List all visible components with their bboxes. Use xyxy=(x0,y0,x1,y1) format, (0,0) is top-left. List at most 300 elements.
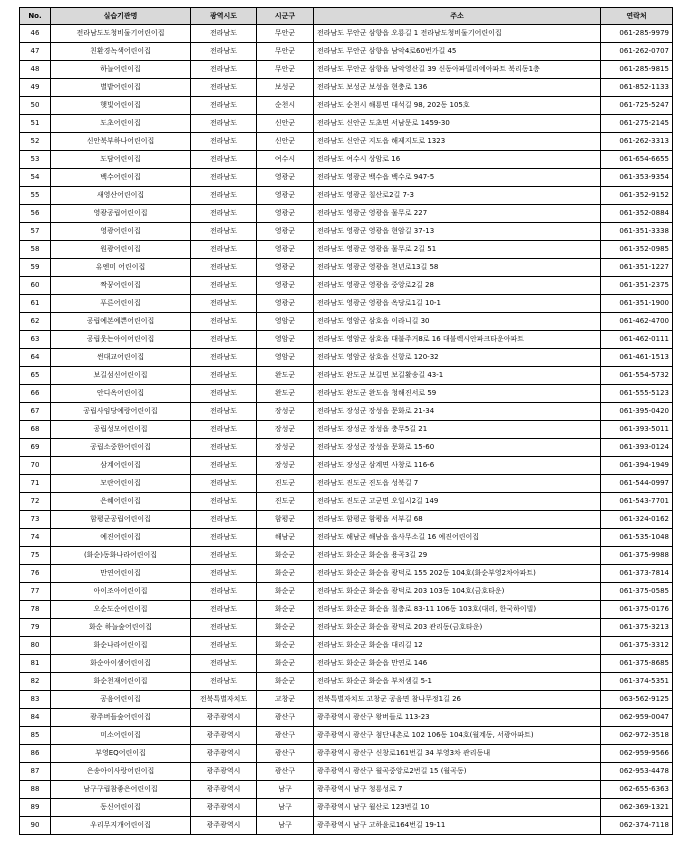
district: 남구 xyxy=(257,817,314,835)
district: 무안군 xyxy=(257,43,314,61)
address: 전라남도 장성군 장성읍 문화로 15-60 xyxy=(314,439,601,457)
district: 진도군 xyxy=(257,493,314,511)
row-no: 52 xyxy=(20,133,51,151)
address: 전라남도 영암군 삼호읍 대불주거8로 16 대불렉시안파크타운아파트 xyxy=(314,331,601,349)
address: 전라남도 영암군 삼호읍 이라니길 30 xyxy=(314,313,601,331)
district: 화순군 xyxy=(257,601,314,619)
province: 전라남도 xyxy=(191,97,257,115)
phone: 061-351-3338 xyxy=(601,223,673,241)
district: 신안군 xyxy=(257,133,314,151)
address: 전라남도 무안군 삼향읍 남악영산길 39 신동아파밀리에아파트 북리동1층 xyxy=(314,61,601,79)
facility-name: 하늘어린이집 xyxy=(51,61,191,79)
phone: 061-393-0124 xyxy=(601,439,673,457)
address: 전라남도 화순군 화순읍 광덕로 155 202동 104호(화순부영2차아파트) xyxy=(314,565,601,583)
phone: 061-352-0884 xyxy=(601,205,673,223)
phone: 061-544-0997 xyxy=(601,475,673,493)
province: 전라남도 xyxy=(191,169,257,187)
address: 전라남도 영암군 삼호읍 신항로 120-32 xyxy=(314,349,601,367)
address: 광주광역시 남구 월산로 123번길 10 xyxy=(314,799,601,817)
district: 영광군 xyxy=(257,205,314,223)
table-row xyxy=(20,475,673,493)
province: 전라남도 xyxy=(191,61,257,79)
table-row xyxy=(20,25,673,43)
row-no: 77 xyxy=(20,583,51,601)
district: 영암군 xyxy=(257,331,314,349)
phone: 061-393-5011 xyxy=(601,421,673,439)
phone: 061-352-9152 xyxy=(601,187,673,205)
district: 여수시 xyxy=(257,151,314,169)
address: 전라남도 함평군 함평읍 서부길 68 xyxy=(314,511,601,529)
facility-name: 모란어린이집 xyxy=(51,475,191,493)
table-row xyxy=(20,799,673,817)
row-no: 46 xyxy=(20,25,51,43)
province: 전라남도 xyxy=(191,25,257,43)
row-no: 71 xyxy=(20,475,51,493)
phone: 061-462-4700 xyxy=(601,313,673,331)
province: 전라남도 xyxy=(191,385,257,403)
district: 영광군 xyxy=(257,277,314,295)
facility-table xyxy=(19,7,673,835)
district: 화순군 xyxy=(257,565,314,583)
header-address: 주소 xyxy=(314,8,601,25)
district: 영암군 xyxy=(257,349,314,367)
facility-name: 광주버들숲어린이집 xyxy=(51,709,191,727)
table-row xyxy=(20,601,673,619)
facility-name: 화순천재어린이집 xyxy=(51,673,191,691)
row-no: 89 xyxy=(20,799,51,817)
table-row xyxy=(20,43,673,61)
district: 화순군 xyxy=(257,637,314,655)
phone: 061-375-3213 xyxy=(601,619,673,637)
province: 광주광역시 xyxy=(191,727,257,745)
table-row xyxy=(20,349,673,367)
phone: 061-373-7814 xyxy=(601,565,673,583)
facility-name: 오순도순어린이집 xyxy=(51,601,191,619)
district: 무안군 xyxy=(257,61,314,79)
table-row xyxy=(20,583,673,601)
phone: 061-351-1900 xyxy=(601,295,673,313)
district: 장성군 xyxy=(257,421,314,439)
row-no: 65 xyxy=(20,367,51,385)
row-no: 48 xyxy=(20,61,51,79)
facility-name: 영광공립어린이집 xyxy=(51,205,191,223)
phone: 062-959-9566 xyxy=(601,745,673,763)
header-phone: 연락처 xyxy=(601,8,673,25)
address: 전라남도 여수시 상암로 16 xyxy=(314,151,601,169)
header-province: 광역시도 xyxy=(191,8,257,25)
address: 전라남도 영광군 영광읍 현암길 37-13 xyxy=(314,223,601,241)
phone: 062-374-7118 xyxy=(601,817,673,835)
phone: 061-375-0585 xyxy=(601,583,673,601)
facility-name: 화순 하늘숲어린이집 xyxy=(51,619,191,637)
address: 전라남도 화순군 화순읍 칠층로 83-11 106동 103호(대리, 한국하이빌) xyxy=(314,601,601,619)
phone: 061-725-5247 xyxy=(601,97,673,115)
phone: 061-351-2375 xyxy=(601,277,673,295)
facility-name: 별밭어린이집 xyxy=(51,79,191,97)
district: 순천시 xyxy=(257,97,314,115)
phone: 061-351-1227 xyxy=(601,259,673,277)
facility-name: 푸른어린이집 xyxy=(51,295,191,313)
row-no: 51 xyxy=(20,115,51,133)
address: 전라남도 화순군 화순읍 만연로 146 xyxy=(314,655,601,673)
phone: 061-543-7701 xyxy=(601,493,673,511)
address: 전라남도 보성군 보성읍 현충로 136 xyxy=(314,79,601,97)
table-row xyxy=(20,655,673,673)
province: 전라남도 xyxy=(191,241,257,259)
table-row xyxy=(20,817,673,835)
district: 영광군 xyxy=(257,187,314,205)
row-no: 83 xyxy=(20,691,51,709)
province: 전라남도 xyxy=(191,673,257,691)
row-no: 49 xyxy=(20,79,51,97)
row-no: 72 xyxy=(20,493,51,511)
table-row xyxy=(20,493,673,511)
facility-name: 남구구립참좋은어린이집 xyxy=(51,781,191,799)
province: 전라남도 xyxy=(191,475,257,493)
table-row xyxy=(20,277,673,295)
district: 화순군 xyxy=(257,547,314,565)
table-row xyxy=(20,295,673,313)
table-row xyxy=(20,781,673,799)
row-no: 62 xyxy=(20,313,51,331)
row-no: 55 xyxy=(20,187,51,205)
table-row xyxy=(20,133,673,151)
phone: 061-375-0176 xyxy=(601,601,673,619)
table-row xyxy=(20,673,673,691)
phone: 062-959-0047 xyxy=(601,709,673,727)
facility-name: 화순나라어린이집 xyxy=(51,637,191,655)
table-row xyxy=(20,367,673,385)
province: 전라남도 xyxy=(191,313,257,331)
address: 광주광역시 광산구 왕버들로 113-23 xyxy=(314,709,601,727)
facility-name: 원광어린이집 xyxy=(51,241,191,259)
phone: 061-285-9979 xyxy=(601,25,673,43)
row-no: 88 xyxy=(20,781,51,799)
facility-name: 친환경녹색어린이집 xyxy=(51,43,191,61)
address: 전라남도 무안군 삼향읍 오룡길 1 전라남도청비둘기어린이집 xyxy=(314,25,601,43)
facility-name: (화순)동화나라어린이집 xyxy=(51,547,191,565)
facility-name: 공립성모어린이집 xyxy=(51,421,191,439)
district: 영암군 xyxy=(257,313,314,331)
facility-name: 삼계어린이집 xyxy=(51,457,191,475)
province: 전북특별자치도 xyxy=(191,691,257,709)
phone: 062-972-3518 xyxy=(601,727,673,745)
header-district: 시군구 xyxy=(257,8,314,25)
address: 광주광역시 남구 고하윤로164번길 19-11 xyxy=(314,817,601,835)
address: 전라남도 진도군 진도읍 성북길 7 xyxy=(314,475,601,493)
table-row xyxy=(20,313,673,331)
province: 광주광역시 xyxy=(191,817,257,835)
province: 전라남도 xyxy=(191,421,257,439)
phone: 061-395-0420 xyxy=(601,403,673,421)
district: 무안군 xyxy=(257,25,314,43)
table-row xyxy=(20,439,673,457)
province: 전라남도 xyxy=(191,367,257,385)
address: 전북특별자치도 고창군 공음면 참나무정1길 26 xyxy=(314,691,601,709)
province: 전라남도 xyxy=(191,259,257,277)
address: 전라남도 영광군 영광읍 중앙로2길 28 xyxy=(314,277,601,295)
row-no: 85 xyxy=(20,727,51,745)
facility-name: 도초어린이집 xyxy=(51,115,191,133)
facility-name: 도담어린이집 xyxy=(51,151,191,169)
row-no: 86 xyxy=(20,745,51,763)
district: 영광군 xyxy=(257,169,314,187)
phone: 061-375-3312 xyxy=(601,637,673,655)
phone: 061-375-9988 xyxy=(601,547,673,565)
phone: 061-554-5732 xyxy=(601,367,673,385)
facility-name: 새영산어린이집 xyxy=(51,187,191,205)
district: 화순군 xyxy=(257,673,314,691)
table-row xyxy=(20,457,673,475)
phone: 061-352-0985 xyxy=(601,241,673,259)
table-row xyxy=(20,205,673,223)
address: 전라남도 장성군 삼계면 사창로 116-6 xyxy=(314,457,601,475)
address: 전라남도 영광군 칠산로2길 7-3 xyxy=(314,187,601,205)
facility-name: 보길섬신어린이집 xyxy=(51,367,191,385)
district: 영광군 xyxy=(257,241,314,259)
row-no: 75 xyxy=(20,547,51,565)
district: 장성군 xyxy=(257,403,314,421)
district: 완도군 xyxy=(257,385,314,403)
row-no: 87 xyxy=(20,763,51,781)
address: 전라남도 영광군 영광읍 물무로 227 xyxy=(314,205,601,223)
facility-name: 공립사임당예랑어린이집 xyxy=(51,403,191,421)
row-no: 80 xyxy=(20,637,51,655)
row-no: 68 xyxy=(20,421,51,439)
facility-name: 예진어린이집 xyxy=(51,529,191,547)
address: 전라남도 화순군 화순읍 광덕로 203 103동 104호(금호타운) xyxy=(314,583,601,601)
address: 전라남도 신안군 지도읍 해제지도로 1323 xyxy=(314,133,601,151)
facility-name: 공립예본예쁜어린이집 xyxy=(51,313,191,331)
row-no: 78 xyxy=(20,601,51,619)
row-no: 61 xyxy=(20,295,51,313)
phone: 062-655-6363 xyxy=(601,781,673,799)
phone: 061-852-1133 xyxy=(601,79,673,97)
phone: 061-324-0162 xyxy=(601,511,673,529)
address: 전라남도 화순군 화순읍 대리길 12 xyxy=(314,637,601,655)
row-no: 76 xyxy=(20,565,51,583)
table-row xyxy=(20,241,673,259)
facility-name: 짝꿍어린이집 xyxy=(51,277,191,295)
table-row xyxy=(20,511,673,529)
table-row xyxy=(20,745,673,763)
row-no: 56 xyxy=(20,205,51,223)
row-no: 67 xyxy=(20,403,51,421)
facility-name: 화순아이샘어린이집 xyxy=(51,655,191,673)
province: 광주광역시 xyxy=(191,763,257,781)
district: 고창군 xyxy=(257,691,314,709)
facility-name: 전라남도도청비둘기어린이집 xyxy=(51,25,191,43)
district: 영광군 xyxy=(257,259,314,277)
row-no: 59 xyxy=(20,259,51,277)
row-no: 74 xyxy=(20,529,51,547)
province: 전라남도 xyxy=(191,511,257,529)
district: 화순군 xyxy=(257,655,314,673)
facility-name: 안디옥어린이집 xyxy=(51,385,191,403)
province: 전라남도 xyxy=(191,223,257,241)
province: 전라남도 xyxy=(191,619,257,637)
facility-name: 썬대교어린이집 xyxy=(51,349,191,367)
address: 전라남도 완도군 완도읍 청해진서로 59 xyxy=(314,385,601,403)
district: 보성군 xyxy=(257,79,314,97)
facility-name: 만연어린이집 xyxy=(51,565,191,583)
address: 전라남도 순천시 해룡면 대석길 98, 202동 105호 xyxy=(314,97,601,115)
province: 전라남도 xyxy=(191,493,257,511)
district: 광산구 xyxy=(257,745,314,763)
phone: 061-462-0111 xyxy=(601,331,673,349)
phone: 061-353-9354 xyxy=(601,169,673,187)
district: 광산구 xyxy=(257,727,314,745)
row-no: 66 xyxy=(20,385,51,403)
table-row xyxy=(20,421,673,439)
table-row xyxy=(20,727,673,745)
row-no: 58 xyxy=(20,241,51,259)
row-no: 53 xyxy=(20,151,51,169)
address: 전라남도 영광군 영광읍 옥당로1길 10-1 xyxy=(314,295,601,313)
address: 전라남도 해남군 해남읍 읍사무소길 16 예진어린이집 xyxy=(314,529,601,547)
district: 남구 xyxy=(257,799,314,817)
table-row xyxy=(20,529,673,547)
facility-name: 유엔미 어린이집 xyxy=(51,259,191,277)
address: 전라남도 화순군 화순읍 부처샘길 5-1 xyxy=(314,673,601,691)
province: 전라남도 xyxy=(191,583,257,601)
phone: 061-374-5351 xyxy=(601,673,673,691)
phone: 061-262-0707 xyxy=(601,43,673,61)
province: 전라남도 xyxy=(191,439,257,457)
facility-table-container xyxy=(19,7,673,835)
table-row xyxy=(20,187,673,205)
province: 전라남도 xyxy=(191,115,257,133)
district: 진도군 xyxy=(257,475,314,493)
district: 광산구 xyxy=(257,709,314,727)
address: 광주광역시 남구 청룡성로 7 xyxy=(314,781,601,799)
province: 전라남도 xyxy=(191,565,257,583)
facility-name: 공립소중한어린이집 xyxy=(51,439,191,457)
table-row xyxy=(20,259,673,277)
province: 광주광역시 xyxy=(191,781,257,799)
table-row xyxy=(20,403,673,421)
phone: 062-369-1321 xyxy=(601,799,673,817)
address: 전라남도 영광군 영광읍 천년로13길 58 xyxy=(314,259,601,277)
facility-name: 신안북부하나어린이집 xyxy=(51,133,191,151)
row-no: 90 xyxy=(20,817,51,835)
table-row xyxy=(20,97,673,115)
row-no: 54 xyxy=(20,169,51,187)
row-no: 64 xyxy=(20,349,51,367)
province: 전라남도 xyxy=(191,187,257,205)
province: 전라남도 xyxy=(191,277,257,295)
province: 광주광역시 xyxy=(191,709,257,727)
facility-name: 공음어린이집 xyxy=(51,691,191,709)
province: 전라남도 xyxy=(191,205,257,223)
phone: 061-262-3313 xyxy=(601,133,673,151)
facility-name: 우리무지개어린이집 xyxy=(51,817,191,835)
facility-name: 미소어린이집 xyxy=(51,727,191,745)
table-row xyxy=(20,691,673,709)
district: 영광군 xyxy=(257,295,314,313)
province: 전라남도 xyxy=(191,547,257,565)
row-no: 47 xyxy=(20,43,51,61)
phone: 061-654-6655 xyxy=(601,151,673,169)
address: 전라남도 완도군 보길면 보길활송길 43-1 xyxy=(314,367,601,385)
table-row xyxy=(20,223,673,241)
district: 광산구 xyxy=(257,763,314,781)
province: 전라남도 xyxy=(191,529,257,547)
table-row xyxy=(20,79,673,97)
address: 전라남도 장성군 장성읍 문화로 21-34 xyxy=(314,403,601,421)
address: 전라남도 영광군 백수읍 백수로 947-5 xyxy=(314,169,601,187)
facility-name: 함평군공립어린이집 xyxy=(51,511,191,529)
province: 전라남도 xyxy=(191,151,257,169)
table-row xyxy=(20,61,673,79)
row-no: 73 xyxy=(20,511,51,529)
facility-name: 은혜어린이집 xyxy=(51,493,191,511)
province: 전라남도 xyxy=(191,601,257,619)
phone: 061-394-1949 xyxy=(601,457,673,475)
district: 화순군 xyxy=(257,583,314,601)
facility-name: 햇빛어린이집 xyxy=(51,97,191,115)
table-row xyxy=(20,637,673,655)
phone: 061-461-1513 xyxy=(601,349,673,367)
province: 전라남도 xyxy=(191,403,257,421)
row-no: 63 xyxy=(20,331,51,349)
facility-name: 영광어린이집 xyxy=(51,223,191,241)
row-no: 69 xyxy=(20,439,51,457)
address: 광주광역시 광산구 신창로161번길 34 부영3차 관리동내 xyxy=(314,745,601,763)
district: 해남군 xyxy=(257,529,314,547)
address: 전라남도 신안군 도초면 서남문로 1459-30 xyxy=(314,115,601,133)
table-row xyxy=(20,547,673,565)
table-row xyxy=(20,331,673,349)
row-no: 79 xyxy=(20,619,51,637)
table-row xyxy=(20,151,673,169)
province: 전라남도 xyxy=(191,79,257,97)
province: 전라남도 xyxy=(191,331,257,349)
phone: 061-275-2145 xyxy=(601,115,673,133)
phone: 061-555-5123 xyxy=(601,385,673,403)
phone: 061-375-8685 xyxy=(601,655,673,673)
row-no: 84 xyxy=(20,709,51,727)
province: 광주광역시 xyxy=(191,799,257,817)
district: 신안군 xyxy=(257,115,314,133)
address: 광주광역시 광산구 첨단내촌로 102 106동 104호(월계동, 서광아파트) xyxy=(314,727,601,745)
province: 전라남도 xyxy=(191,349,257,367)
address: 전라남도 화순군 화순읍 광덕로 203 관리동(금호타운) xyxy=(314,619,601,637)
address: 전라남도 화순군 화순읍 용곡3길 29 xyxy=(314,547,601,565)
facility-name: 백수어린이집 xyxy=(51,169,191,187)
header-facility-name: 실습기관명 xyxy=(51,8,191,25)
row-no: 70 xyxy=(20,457,51,475)
facility-name: 동신어린이집 xyxy=(51,799,191,817)
district: 장성군 xyxy=(257,457,314,475)
province: 전라남도 xyxy=(191,637,257,655)
phone: 061-535-1048 xyxy=(601,529,673,547)
table-row xyxy=(20,169,673,187)
province: 전라남도 xyxy=(191,457,257,475)
province: 전라남도 xyxy=(191,133,257,151)
province: 전라남도 xyxy=(191,295,257,313)
table-row xyxy=(20,709,673,727)
table-row xyxy=(20,385,673,403)
district: 완도군 xyxy=(257,367,314,385)
phone: 062-953-4478 xyxy=(601,763,673,781)
header-no: No. xyxy=(20,8,51,25)
facility-name: 은송아이사랑어린이집 xyxy=(51,763,191,781)
address: 광주광역시 광산구 월곡중앙로2번길 15 (월곡동) xyxy=(314,763,601,781)
district: 영광군 xyxy=(257,223,314,241)
province: 광주광역시 xyxy=(191,745,257,763)
province: 전라남도 xyxy=(191,43,257,61)
